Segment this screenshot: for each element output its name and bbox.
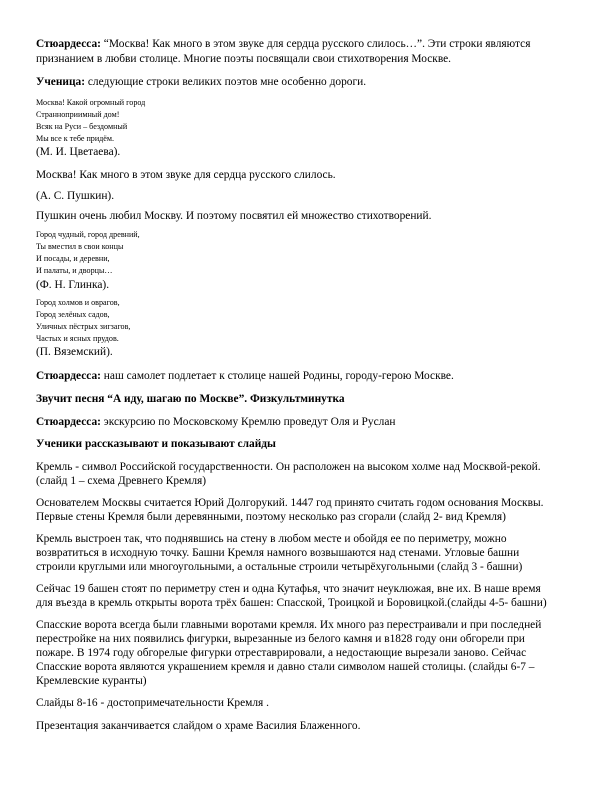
poem-line: Город зелёных садов,: [36, 310, 110, 319]
poem-line: Москва! Какой огромный город: [36, 98, 146, 107]
paragraph-text: “Москва! Как много в этом звуке для сердца русского слилось…”. Эти строки являются: [100, 38, 531, 50]
speaker-label: Стюардесса:: [36, 38, 101, 50]
paragraph-text: следующие строки великих поэтов мне особенно дороги.: [85, 76, 367, 88]
paragraph-line: перестройке на них появились фигурки, вырезанные из белого камня и в1828 году они обгорели при: [36, 633, 525, 645]
poem-line: Уличных пёстрых зигзагов,: [36, 322, 131, 331]
song-note: Звучит песня “А иду, шагаю по Москве”. Физкультминутка: [36, 393, 345, 405]
paragraph-line: Кремль выстроен так, что поднявшись на стену в любом месте и обойдя ее по периметру, можно: [36, 533, 507, 545]
poem-line: И палаты, и дворцы…: [36, 266, 113, 275]
poem-line: Всяк на Руси – бездомный: [36, 122, 128, 131]
poem-author: (Ф. Н. Глинка).: [36, 279, 110, 291]
paragraph-line: Основателем Москвы считается Юрий Долгорукий. 1447 год принято считать годом основания Москвы.: [36, 497, 544, 509]
paragraph-line: Сейчас 19 башен стоят по периметру стен и одна Кутафья, что значит неуклюжая, вне их. В наше время: [36, 583, 541, 595]
paragraph-stewardess: [36, 416, 395, 429]
paragraph-line: пожаре. В 1974 году обгорелые фигурки отреставрировали, а недостающие вырезали заново. Сейчас: [36, 647, 527, 659]
paragraph-line: Первые стены Кремля были деревянными, поэтому несколько раз сгорали (слайд 2- вид Кремля): [36, 511, 506, 523]
paragraph-line: Спасские ворота являются украшением кремля и давно стали символом нашей столицы. (слайды 6-7 –: [36, 661, 535, 673]
speaker-label: Стюардесса:: [36, 416, 101, 428]
poem-line: Частых и ясных прудов.: [36, 334, 119, 343]
poem-author: (П. Вяземский).: [36, 346, 113, 358]
poem-author: (М. И. Цветаева).: [36, 146, 121, 158]
poem-line: Странноприимный дом!: [36, 110, 120, 119]
paragraph-text: наш самолет подлетает к столице нашей Родины, городу-герою Москве.: [100, 370, 454, 382]
paragraph-line: возвратиться в исходную точку. Башни Кремля намного возвышаются над стенами. Угловые башни: [36, 547, 520, 559]
quote-line: Москва! Как много в этом звуке для сердца русского слилось.: [36, 169, 336, 181]
paragraph-text: Пушкин очень любил Москву. И поэтому посвятил ей множество стихотворений.: [36, 210, 432, 222]
paragraph-text: экскурсию по Московскому Кремлю проведут Оля и Руслан: [100, 416, 396, 428]
poem-line: Город чудный, город древний,: [36, 230, 140, 239]
paragraph-line: Презентация заканчивается слайдом о храме Василия Блаженного.: [36, 720, 361, 732]
paragraph-line: для въезда в кремль открыты ворота трёх башен: Спасской, Троицкой и Боровицкой.(слайды 4-5- башни): [36, 597, 547, 609]
paragraph-line: Кремль - символ Российской государственности. Он расположен на высоком холме над Москвой-рекой.: [36, 461, 541, 473]
speaker-label: Стюардесса:: [36, 370, 101, 382]
speaker-label: Ученица:: [36, 76, 86, 88]
paragraph-line: Спасские ворота всегда были главными воротами кремля. Их много раз перестраивали и при последней: [36, 619, 542, 631]
poem-line: И посады, и деревни,: [36, 254, 110, 263]
paragraph-line: (слайд 1 – схема Древнего Кремля): [36, 475, 207, 487]
paragraph-line: Слайды 8-16 - достопримечательности Кремля .: [36, 697, 269, 709]
paragraph-intro-line2: признанием в любви столице. Многие поэты посвящали свои стихотворения Москве.: [36, 53, 452, 65]
section-heading: Ученики рассказывают и показывают слайды: [36, 438, 276, 450]
paragraph-intro-line1: [36, 38, 530, 51]
poem-line: Ты вместил в свои концы: [36, 242, 124, 251]
paragraph-student: [36, 76, 366, 89]
quote-author: (А. С. Пушкин).: [36, 190, 115, 202]
paragraph-line: Кремлевские куранты): [36, 675, 147, 687]
paragraph-stewardess: [36, 370, 454, 383]
poem-line: Мы все к тебе придём.: [36, 134, 115, 143]
poem-line: Город холмов и оврагов,: [36, 298, 120, 307]
paragraph-line: строили круглыми или многоугольными, а остальные строили четырёхугольными (слайд 3 - башни): [36, 561, 523, 573]
